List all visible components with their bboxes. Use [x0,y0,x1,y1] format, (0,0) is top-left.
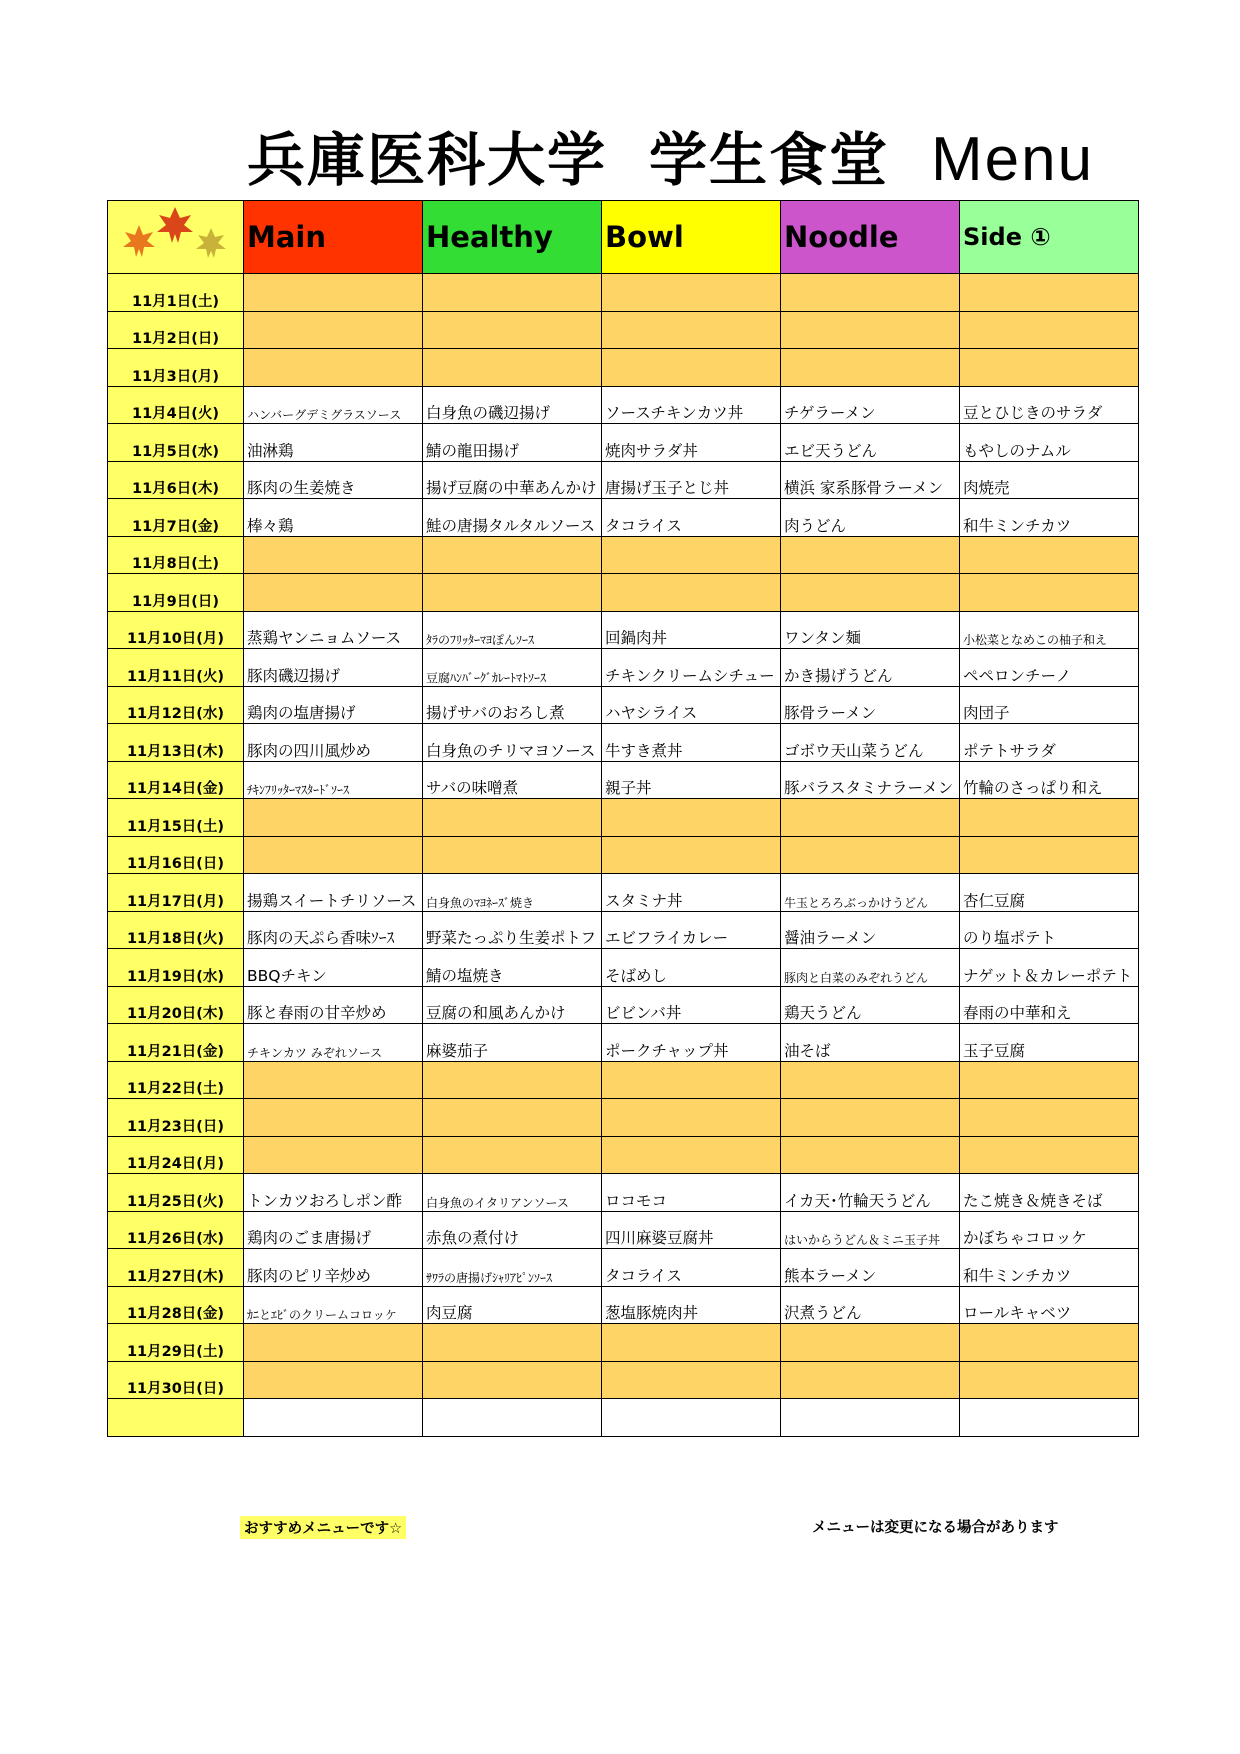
menu-item-cell: のり塩ポテト [960,911,1139,949]
date-cell: 11月26日(水) [108,1211,244,1249]
menu-item-cell: BBQチキン [244,949,423,987]
menu-item-cell: 牛すき煮丼 [602,724,781,762]
menu-item-cell: 豚骨ラーメン [781,686,960,724]
menu-row [108,1399,1139,1437]
menu-item-cell: ハンバーグデミグラスソース [244,386,423,424]
menu-item-cell [781,799,960,837]
menu-item-cell: かぼちゃコロッケ [960,1211,1139,1249]
menu-item-cell: タコライス [602,499,781,537]
date-cell: 11月27日(木) [108,1249,244,1287]
menu-item-cell: 醤油ラーメン [781,911,960,949]
menu-item-cell [244,311,423,349]
menu-item-cell: ロコモコ [602,1174,781,1212]
date-cell: 11月18日(火) [108,911,244,949]
menu-item-cell: 鮭の唐揚タルタルソース [423,499,602,537]
date-cell: 11月23日(日) [108,1099,244,1137]
menu-item-cell [602,1061,781,1099]
date-cell: 11月4日(火) [108,386,244,424]
menu-item-cell: 豚肉の四川風炒め [244,724,423,762]
menu-item-cell [602,536,781,574]
menu-item-cell [423,1136,602,1174]
menu-item-cell [244,1061,423,1099]
menu-item-cell: たこ焼き＆焼きそば [960,1174,1139,1212]
menu-item-cell: チキンカツ みぞれソース [244,1024,423,1062]
menu-row [108,986,1139,1024]
date-cell: 11月10日(月) [108,611,244,649]
menu-row [108,724,1139,762]
menu-item-cell: 白身魚のチリマヨソース [423,724,602,762]
menu-item-cell: 揚げサバのおろし煮 [423,686,602,724]
menu-item-cell [244,574,423,612]
menu-row [108,574,1139,612]
date-cell: 11月1日(土) [108,274,244,312]
header-healthy: Healthy [423,201,602,274]
menu-item-cell [960,311,1139,349]
date-cell: 11月17日(月) [108,874,244,912]
menu-item-cell: ゴボウ天山菜うどん [781,724,960,762]
date-cell: 11月15日(土) [108,799,244,837]
menu-item-cell: 赤魚の煮付け [423,1211,602,1249]
menu-item-cell: 油そば [781,1024,960,1062]
date-cell: 11月9日(日) [108,574,244,612]
date-cell: 11月3日(月) [108,349,244,387]
menu-item-cell [960,574,1139,612]
menu-item-cell: 豆腐の和風あんかけ [423,986,602,1024]
menu-item-cell [960,1361,1139,1399]
menu-item-cell [423,311,602,349]
menu-item-cell: ナゲット＆カレーポテト [960,949,1139,987]
menu-item-cell [244,1399,423,1437]
menu-item-cell: 鯖の塩焼き [423,949,602,987]
menu-item-cell: 杏仁豆腐 [960,874,1139,912]
date-cell: 11月2日(日) [108,311,244,349]
menu-item-cell [602,311,781,349]
menu-item-cell [423,536,602,574]
date-cell: 11月22日(土) [108,1061,244,1099]
menu-row [108,274,1139,312]
menu-item-cell [960,274,1139,312]
menu-item-cell [781,311,960,349]
menu-item-cell [602,836,781,874]
menu-item-cell: ワンタン麺 [781,611,960,649]
menu-row [108,1136,1139,1174]
date-cell: 11月11日(火) [108,649,244,687]
menu-item-cell: タコライス [602,1249,781,1287]
date-cell: 11月24日(月) [108,1136,244,1174]
menu-item-cell: 回鍋肉丼 [602,611,781,649]
date-cell: 11月29日(土) [108,1324,244,1362]
menu-item-cell: ﾀﾗのﾌﾘｯﾀｰﾏﾖぽんｿｰｽ [423,611,602,649]
menu-item-cell: ポークチャップ丼 [602,1024,781,1062]
menu-item-cell [781,536,960,574]
menu-item-cell: 竹輪のさっぱり和え [960,761,1139,799]
menu-item-cell [960,1136,1139,1174]
menu-item-cell: ポテトサラダ [960,724,1139,762]
menu-item-cell: 揚げ豆腐の中華あんかけ [423,461,602,499]
menu-item-cell: 豆とひじきのサラダ [960,386,1139,424]
menu-item-cell: 豚肉のピリ辛炒め [244,1249,423,1287]
page-title [247,120,1147,200]
menu-item-cell: 肉団子 [960,686,1139,724]
menu-row [108,649,1139,687]
menu-item-cell [244,349,423,387]
menu-row [108,611,1139,649]
menu-row [108,386,1139,424]
menu-item-cell: サバの味噌煮 [423,761,602,799]
menu-item-cell [602,274,781,312]
date-cell: 11月21日(金) [108,1024,244,1062]
menu-item-cell [423,574,602,612]
menu-item-cell [960,1099,1139,1137]
menu-item-cell: 豚肉の生姜焼き [244,461,423,499]
menu-item-cell [244,1136,423,1174]
change-disclaimer: メニューは変更になる場合があります [812,1520,1059,1536]
menu-row [108,1324,1139,1362]
school-name: 兵庫医科大学 [247,126,608,194]
menu-item-cell: エビフライカレー [602,911,781,949]
menu-item-cell [244,1324,423,1362]
menu-item-cell [781,1061,960,1099]
date-cell: 11月28日(金) [108,1286,244,1324]
menu-item-cell [781,1324,960,1362]
menu-item-cell: 豚バラスタミナラーメン [781,761,960,799]
menu-row [108,499,1139,537]
menu-item-cell: ペペロンチーノ [960,649,1139,687]
menu-item-cell: 野菜たっぷり生姜ポトフ [423,911,602,949]
menu-item-cell: 親子丼 [602,761,781,799]
header-row [108,201,1139,274]
menu-item-cell [244,274,423,312]
menu-item-cell: かき揚げうどん [781,649,960,687]
menu-item-cell: 麻婆茄子 [423,1024,602,1062]
menu-row [108,686,1139,724]
menu-item-cell [781,274,960,312]
menu-item-cell: ｻﾜﾗの唐揚げｼｬﾘｱﾋﾟﾝｿｰｽ [423,1249,602,1287]
menu-item-cell [781,574,960,612]
menu-item-cell: 和牛ミンチカツ [960,1249,1139,1287]
menu-item-cell: ｶﾆとｴﾋﾞのクリームコロッケ [244,1286,423,1324]
menu-item-cell [602,1136,781,1174]
menu-item-cell [960,1399,1139,1437]
menu-item-cell [244,1361,423,1399]
menu-item-cell: はいからうどん＆ミニ玉子丼 [781,1211,960,1249]
menu-row [108,1249,1139,1287]
menu-item-cell: トンカツおろしポン酢 [244,1174,423,1212]
date-cell: 11月19日(水) [108,949,244,987]
cafeteria-name: 学生食堂 [649,126,890,194]
menu-item-cell: 白身魚のイタリアンソース [423,1174,602,1212]
menu-item-cell: 鶏肉の塩唐揚げ [244,686,423,724]
menu-item-cell [960,1061,1139,1099]
menu-item-cell: 横浜 家系豚骨ラーメン [781,461,960,499]
menu-item-cell [423,1324,602,1362]
date-cell: 11月6日(木) [108,461,244,499]
menu-item-cell: 熊本ラーメン [781,1249,960,1287]
menu-row [108,349,1139,387]
menu-item-cell: エビ天うどん [781,424,960,462]
menu-row [108,461,1139,499]
menu-item-cell [602,1324,781,1362]
menu-item-cell [781,836,960,874]
menu-item-cell [423,1399,602,1437]
menu-item-cell: チゲラーメン [781,386,960,424]
header-noodle: Noodle [781,201,960,274]
menu-item-cell [244,836,423,874]
recommended-note: おすすめメニューです☆ [240,1516,406,1539]
menu-item-cell: 小松菜となめこの柚子和え [960,611,1139,649]
menu-item-cell [423,349,602,387]
menu-item-cell: 肉うどん [781,499,960,537]
menu-item-cell [423,1099,602,1137]
menu-item-cell [244,799,423,837]
date-cell: 11月16日(日) [108,836,244,874]
menu-item-cell [781,1136,960,1174]
menu-item-cell [960,799,1139,837]
menu-item-cell [423,1061,602,1099]
menu-item-cell: 白身魚のﾏﾖﾈｰｽﾞ焼き [423,874,602,912]
menu-item-cell [781,1361,960,1399]
menu-item-cell [244,1099,423,1137]
date-cell: 11月7日(金) [108,499,244,537]
menu-item-cell [781,1399,960,1437]
menu-item-cell: 豚と春雨の甘辛炒め [244,986,423,1024]
menu-row [108,1361,1139,1399]
menu-item-cell [423,836,602,874]
date-cell: 11月25日(火) [108,1174,244,1212]
menu-item-cell: 揚鶏スイートチリソース [244,874,423,912]
menu-item-cell: 豚肉と白菜のみぞれうどん [781,949,960,987]
menu-item-cell [781,349,960,387]
menu-row [108,799,1139,837]
menu-item-cell: 油淋鶏 [244,424,423,462]
autumn-leaves-icon [108,201,244,274]
menu-row [108,836,1139,874]
menu-row [108,424,1139,462]
menu-item-cell: 焼肉サラダ丼 [602,424,781,462]
menu-item-cell [423,274,602,312]
menu-item-cell: イカ天･竹輪天うどん [781,1174,960,1212]
date-cell [108,1399,244,1437]
menu-item-cell: 和牛ミンチカツ [960,499,1139,537]
menu-item-cell: 白身魚の磯辺揚げ [423,386,602,424]
menu-word: Menu [931,125,1095,194]
menu-item-cell [960,349,1139,387]
menu-row [108,1211,1139,1249]
menu-row [108,536,1139,574]
menu-item-cell: 肉豆腐 [423,1286,602,1324]
menu-item-cell: 蒸鶏ヤンニョムソース [244,611,423,649]
menu-item-cell: 四川麻婆豆腐丼 [602,1211,781,1249]
menu-item-cell [602,1361,781,1399]
menu-item-cell: ハヤシライス [602,686,781,724]
menu-item-cell: 牛玉とろろぶっかけうどん [781,874,960,912]
menu-item-cell [960,1324,1139,1362]
date-cell: 11月12日(水) [108,686,244,724]
menu-row [108,949,1139,987]
menu-item-cell: ビビンバ丼 [602,986,781,1024]
date-cell: 11月8日(土) [108,536,244,574]
menu-item-cell [960,536,1139,574]
date-cell: 11月14日(金) [108,761,244,799]
menu-item-cell: ﾁｷﾝﾌﾘｯﾀｰﾏｽﾀｰﾄﾞｿｰｽ [244,761,423,799]
menu-table [107,200,1139,1437]
date-cell: 11月5日(水) [108,424,244,462]
menu-item-cell: 鶏天うどん [781,986,960,1024]
menu-item-cell: そばめし [602,949,781,987]
header-side: Side ① [960,201,1139,274]
menu-item-cell [960,836,1139,874]
menu-item-cell [781,1099,960,1137]
date-cell: 11月13日(木) [108,724,244,762]
menu-row [108,1174,1139,1212]
menu-row [108,874,1139,912]
menu-item-cell: 鯖の龍田揚げ [423,424,602,462]
menu-item-cell: スタミナ丼 [602,874,781,912]
menu-item-cell: もやしのナムル [960,424,1139,462]
menu-row [108,311,1139,349]
menu-item-cell [423,1361,602,1399]
menu-item-cell [602,1099,781,1137]
menu-item-cell: 豚肉の天ぷら香味ｿｰｽ [244,911,423,949]
menu-item-cell: 棒々鶏 [244,499,423,537]
menu-row [108,1061,1139,1099]
menu-item-cell: 鶏肉のごま唐揚げ [244,1211,423,1249]
menu-row [108,911,1139,949]
menu-item-cell: 肉焼売 [960,461,1139,499]
menu-item-cell [602,799,781,837]
menu-item-cell: 沢煮うどん [781,1286,960,1324]
date-cell: 11月20日(木) [108,986,244,1024]
menu-item-cell: 玉子豆腐 [960,1024,1139,1062]
menu-row [108,1024,1139,1062]
menu-row [108,1099,1139,1137]
menu-item-cell: ソースチキンカツ丼 [602,386,781,424]
menu-item-cell [602,574,781,612]
menu-item-cell: 春雨の中華和え [960,986,1139,1024]
menu-row [108,1286,1139,1324]
menu-item-cell: ロールキャベツ [960,1286,1139,1324]
menu-item-cell: 豆腐ﾊﾝﾊﾞｰｸﾞｶﾚｰﾄﾏﾄｿｰｽ [423,649,602,687]
menu-item-cell: 豚肉磯辺揚げ [244,649,423,687]
date-cell: 11月30日(日) [108,1361,244,1399]
menu-item-cell [423,799,602,837]
menu-item-cell [602,349,781,387]
menu-item-cell [244,536,423,574]
menu-item-cell: チキンクリームシチュー [602,649,781,687]
menu-item-cell [602,1399,781,1437]
menu-row [108,761,1139,799]
menu-item-cell: 葱塩豚焼肉丼 [602,1286,781,1324]
menu-item-cell: 唐揚げ玉子とじ丼 [602,461,781,499]
header-main: Main [244,201,423,274]
header-bowl: Bowl [602,201,781,274]
